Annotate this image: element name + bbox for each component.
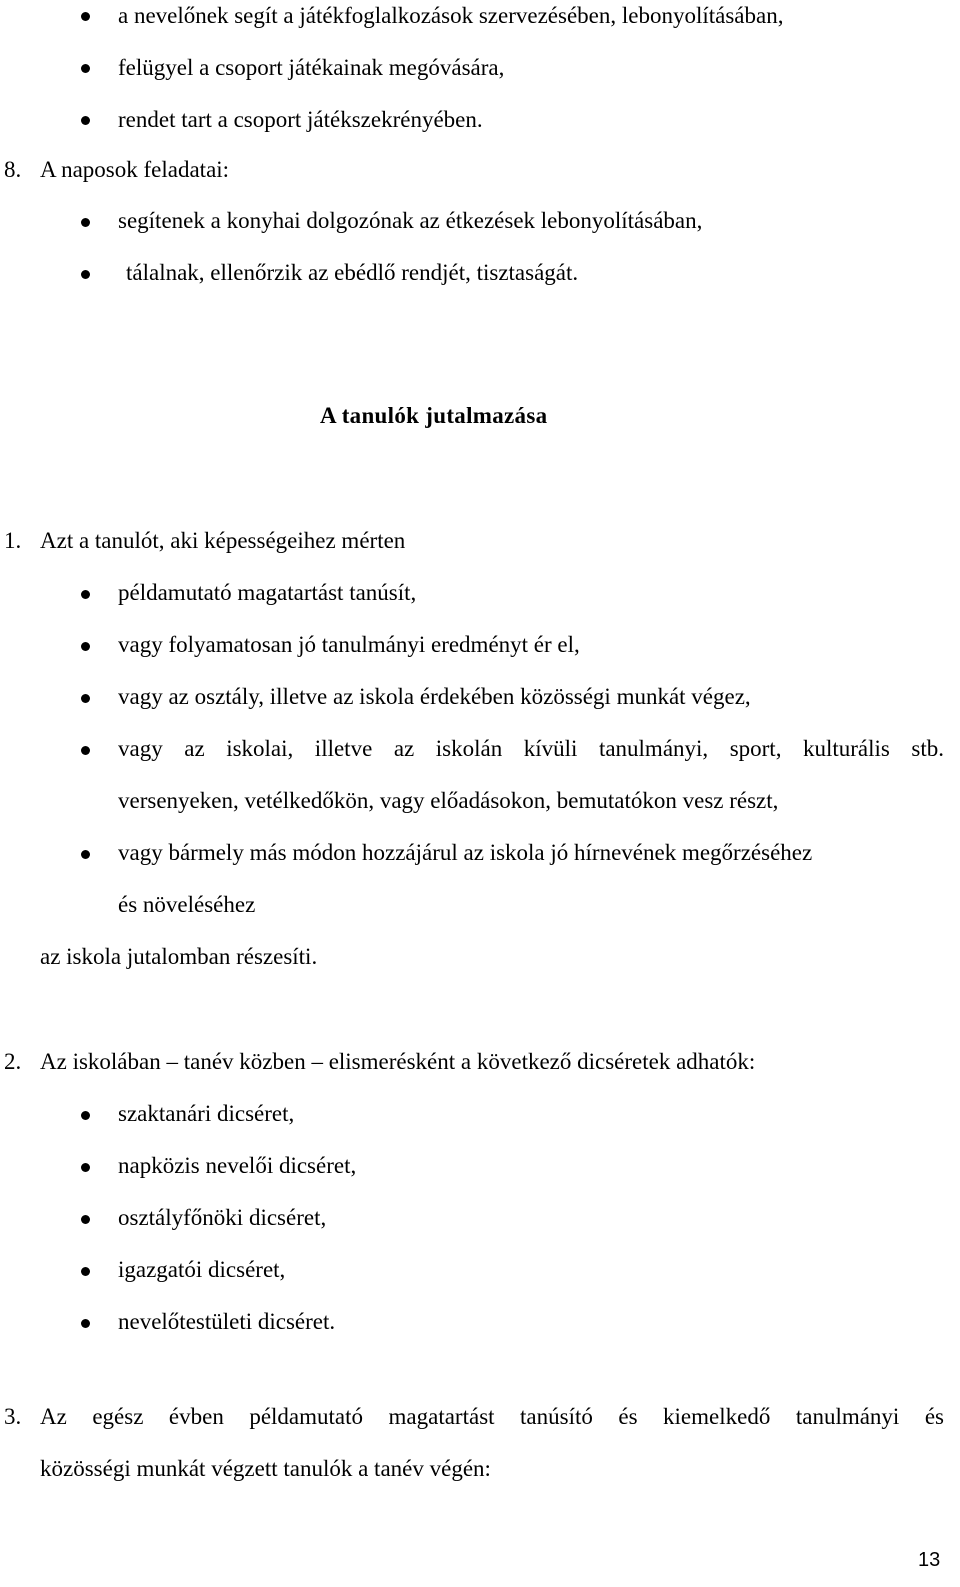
- list-item: rendet tart a csoport játékszekrényében.: [118, 107, 483, 132]
- list-item: vagy az osztály, illetve az iskola érdekében közösségi munkát végez,: [118, 684, 751, 709]
- bullet-icon: [81, 64, 90, 73]
- list-title: A naposok feladatai:: [40, 157, 230, 182]
- list-item: példamutató magatartást tanúsít,: [118, 580, 417, 605]
- list-number: 2.: [4, 1049, 22, 1074]
- bullet-icon: [81, 1163, 90, 1172]
- page-number: 13: [918, 1549, 941, 1571]
- bullet-icon: [81, 270, 90, 279]
- list-item: felügyel a csoport játékainak megóvására,: [118, 55, 505, 80]
- bullet-icon: [81, 116, 90, 125]
- list-item-continuation: versenyeken, vetélkedőkön, vagy előadásokon, bemutatókon vesz részt,: [118, 788, 779, 813]
- bullet-icon: [81, 1215, 90, 1224]
- bullet-icon: [81, 746, 90, 755]
- list-number: 1.: [4, 528, 22, 553]
- list-item: segítenek a konyhai dolgozónak az étkezések lebonyolításában,: [118, 208, 703, 233]
- list-item: szaktanári dicséret,: [118, 1101, 295, 1126]
- list-conclusion: az iskola jutalomban részesíti.: [40, 944, 318, 969]
- list-intro: Azt a tanulót, aki képességeihez mérten: [40, 528, 406, 553]
- list-item: vagy folyamatosan jó tanulmányi eredményt ér el,: [118, 632, 580, 657]
- list-item: napközis nevelői dicséret,: [118, 1153, 357, 1178]
- bullet-icon: [81, 1319, 90, 1328]
- bullet-icon: [81, 642, 90, 651]
- section-heading: A tanulók jutalmazása: [320, 403, 548, 428]
- bullet-icon: [81, 218, 90, 227]
- list-item: tálalnak, ellenőrzik az ebédlő rendjét, tisztaságát.: [126, 260, 579, 285]
- list-intro: Az iskolában – tanév közben – elismerésként a következő dicséretek adhatók:: [40, 1049, 756, 1074]
- bullet-icon: [81, 590, 90, 599]
- list-number: 3.: [4, 1404, 22, 1429]
- list-item: osztályfőnöki dicséret,: [118, 1205, 327, 1230]
- bullet-icon: [81, 1111, 90, 1120]
- bullet-icon: [81, 694, 90, 703]
- list-intro: Az egész évben példamutató magatartást tanúsító és kiemelkedő tanulmányi és: [40, 1404, 944, 1429]
- list-intro-continuation: közösségi munkát végzett tanulók a tanév végén:: [40, 1456, 491, 1481]
- bullet-icon: [81, 12, 90, 21]
- list-item: vagy az iskolai, illetve az iskolán kívüli tanulmányi, sport, kulturális stb.: [118, 736, 944, 761]
- list-number: 8.: [4, 157, 22, 182]
- list-item-continuation: és növeléséhez: [118, 892, 256, 917]
- bullet-icon: [81, 1267, 90, 1276]
- list-item: nevelőtestületi dicséret.: [118, 1309, 336, 1334]
- bullet-icon: [81, 850, 90, 859]
- list-item: igazgatói dicséret,: [118, 1257, 286, 1282]
- list-item: a nevelőnek segít a játékfoglalkozások szervezésében, lebonyolításában,: [118, 3, 784, 28]
- list-item: vagy bármely más módon hozzájárul az iskola jó hírnevének megőrzéséhez: [118, 840, 813, 865]
